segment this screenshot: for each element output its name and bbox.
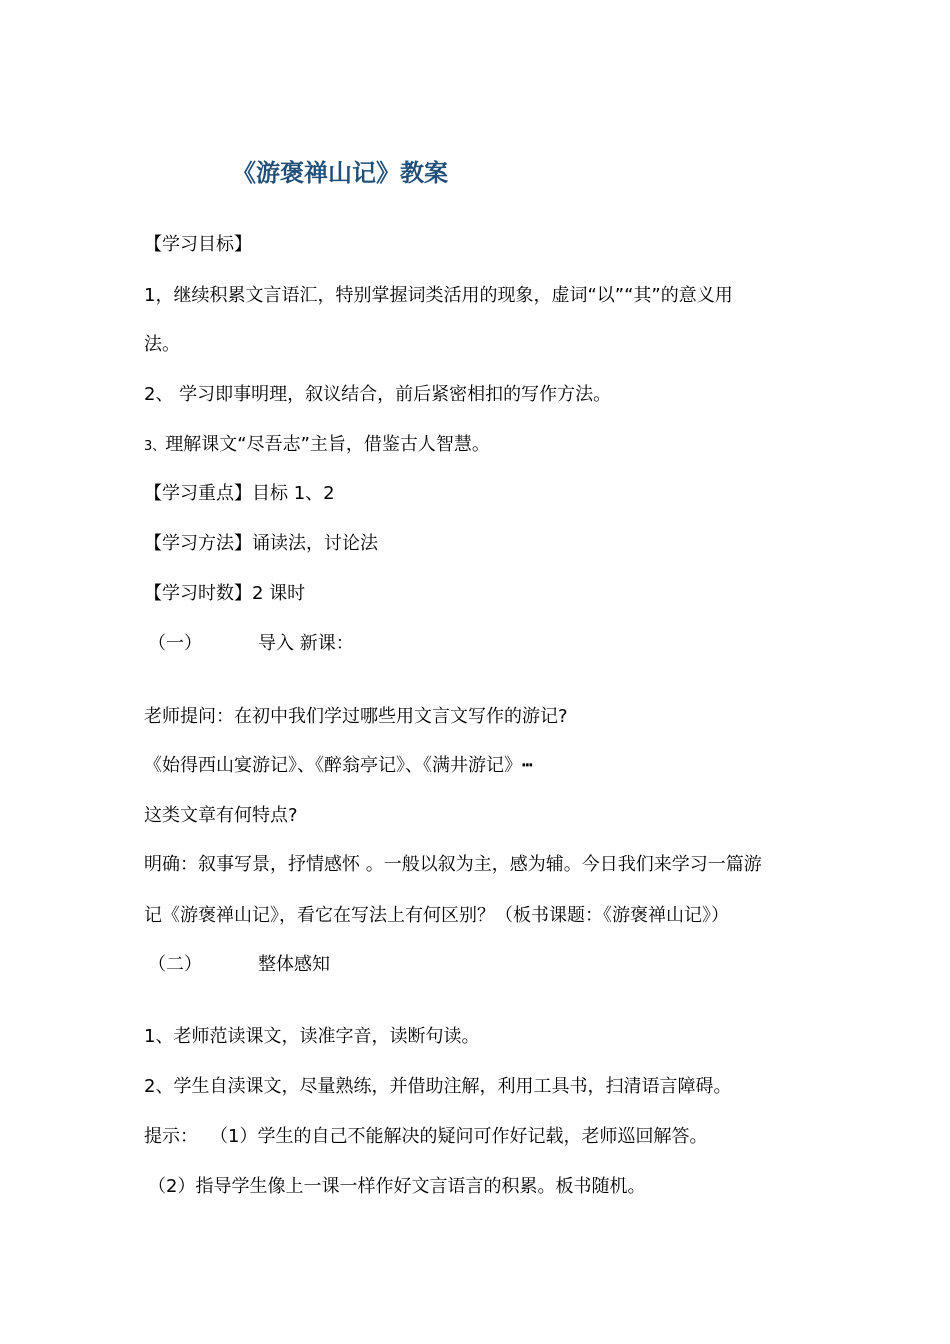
objective-1-line1: 1，继续积累文言语汇，特别掌握词类活用的现象，虚词“以”“其”的意义用 <box>144 285 733 306</box>
hours <box>144 582 305 606</box>
section2-title: 整体感知 <box>258 954 330 975</box>
objective-2: 2、 学习即事明理，叙议结合，前后紧密相扣的写作方法。 <box>144 384 612 405</box>
objective-3 <box>144 433 490 459</box>
methods-label: 【学习方法】 <box>144 533 252 554</box>
tip-1: （1）学生的自己不能解决的疑问可作好记载，老师巡回解答。 <box>210 1126 708 1147</box>
key-points <box>144 482 335 506</box>
tip-2: （2）指导学生像上一课一样作好文言语言的积累。板书随机。 <box>148 1176 646 1197</box>
section2-number: （二） <box>148 954 202 975</box>
answer-line1: 明确：叙事写景，抒情感怀 。一般以叙为主，感为辅。今日我们来学习一篇游 <box>144 854 762 875</box>
section1-number: （一） <box>148 633 202 654</box>
objective-1-line2: 法。 <box>144 334 180 355</box>
key-points-value: 目标 1、2 <box>252 483 335 504</box>
objectives-heading: 【学习目标】 <box>144 234 252 255</box>
features-question: 这类文章有何特点? <box>144 805 298 826</box>
methods-value: 诵读法，讨论法 <box>252 533 378 554</box>
step-2: 2、学生自渎课文，尽量熟练，并借助注解，利用工具书，扫清语言障碍。 <box>144 1076 732 1097</box>
objective-3-text: 理解课文“尽吾志”主旨，借鉴古人智慧。 <box>165 434 490 455</box>
hours-value: 2 课时 <box>252 583 306 604</box>
travel-examples: 《始得西山宴游记》、《醉翁亭记》、《满井游记》┅ <box>144 755 533 776</box>
section1-title: 导入 新课： <box>258 633 354 654</box>
step-1: 1、老师范读课文，读准字音，读断句读。 <box>144 1026 480 1047</box>
tip <box>144 1125 707 1149</box>
answer-line2: 记《游褒禅山记》，看它在写法上有何区别？（板书课题：《游褒禅山记》） <box>144 905 729 926</box>
tip-label: 提示： <box>144 1126 198 1147</box>
document-title: 《游褒禅山记》教案 <box>232 159 448 187</box>
methods <box>144 532 378 556</box>
hours-label: 【学习时数】 <box>144 583 252 604</box>
objective-3-number: 3、 <box>144 439 166 454</box>
teacher-question: 老师提问：在初中我们学过哪些用文言文写作的游记? <box>144 706 568 727</box>
key-points-label: 【学习重点】 <box>144 483 252 504</box>
